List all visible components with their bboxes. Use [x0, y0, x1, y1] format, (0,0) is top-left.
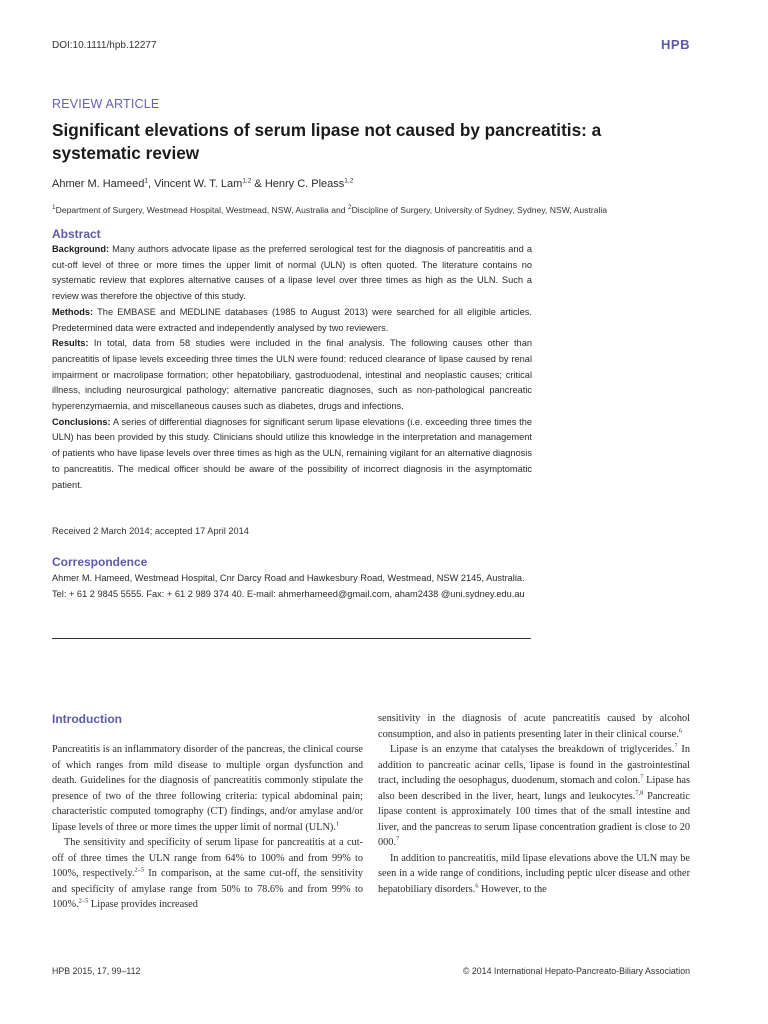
citation-ref: 1 [335, 820, 340, 828]
paragraph-text: Lipase provides increased [88, 899, 198, 911]
author-list [52, 178, 353, 190]
abstract-heading: Abstract [52, 227, 101, 241]
abstract-body [52, 242, 532, 493]
paragraph-text: In addition to pancreatitis, mild lipase elevations above the ULN may be seen in a wide range of conditions, including peptic ulcer disease and other hepatobiliary disorders. [378, 852, 690, 896]
paragraph [52, 835, 363, 913]
abstract-methods [52, 305, 532, 336]
section-label: Conclusions: [52, 416, 111, 427]
paragraph-text: The sensitivity and specificity of serum lipase for pancreatitis at a cut-off of three times the ULN range from 64% to 100% and from 99% to 100%, respectively. [52, 837, 363, 880]
received-dates: Received 2 March 2014; accepted 17 April 2014 [52, 526, 249, 536]
paragraph [378, 851, 690, 898]
body-column-right [378, 711, 690, 898]
article-title: Significant elevations of serum lipase not caused by pancreatitis: a systematic review [52, 120, 602, 163]
section-text: The EMBASE and MEDLINE databases (1985 to August 2013) were searched for all eligible articles. Predetermined data were extracted and independently analysed by two reviewers. [52, 306, 532, 333]
correspondence-heading: Correspondence [52, 555, 148, 569]
author-separator: & [251, 178, 265, 190]
section-text: A series of differential diagnoses for significant serum lipase elevations (i.e. exceeding three times the ULN) has been provided by this study. Clinicians should utilize this knowledge in the interpretation and management of patients who have lipase levels over three times as high as the ULN, remaining vigilant for an alternative diagnosis to pancreatitis. The medical officer should be aware of the possibility of incorrect diagnosis in the asymptomatic patient. [52, 416, 532, 490]
paragraph-text: In comparison, at the same cut-off, the sensitivity and specificity of amylase range from 50% to 78.6% and from 99% to 100%. [52, 868, 363, 911]
abstract-background [52, 242, 532, 305]
paragraph-text: However, to the [478, 884, 547, 896]
section-text: In total, data from 58 studies were included in the final analysis. The following causes other than pancreatitis of lipase levels exceeding three times the ULN were found: reduced clearance of lipase caused by renal impairment or macrolipase formation; other hepatobiliary, gastroduodenal, intestinal and neoplastic causes; critical illness, including neurosurgical pathology; alternative pancreatic diagnoses, such as non-pathological pancreatic hyperenzymaemia, and miscellaneous causes such as diabetes, drugs and infections. [52, 338, 532, 412]
author-name: Ahmer M. Hameed [52, 178, 145, 190]
paragraph-text: Lipase is an enzyme that catalyses the breakdown of triglycerides. [390, 744, 675, 756]
citation-ref: 2–5 [134, 866, 145, 874]
paragraph-text: sensitivity in the diagnosis of acute pancreatitis caused by alcohol consumption, and also in patients presenting later in their clinical course. [378, 713, 690, 740]
section-label: Results: [52, 338, 89, 349]
section-text: Many authors advocate lipase as the preferred serological test for the diagnosis of pancreatitis and a cut-off level of three or more times the upper limit of normal (ULN) is often quoted. The literature contains no systematic review that explores alternative causes of a lipase level over three times as high as the ULN. Such a review was therefore the objective of this study. [52, 244, 532, 302]
citation-ref: 7 [640, 773, 644, 781]
abstract-results [52, 336, 532, 415]
paragraph-text: In addition to pancreatic acinar cells, lipase is found in the gastrointestinal tract, including the oesophagus, duodenum, stomach and colon. [378, 744, 690, 787]
section-divider [52, 638, 531, 639]
author-name: Vincent W. T. Lam [154, 178, 243, 190]
affiliation-text: Department of Surgery, Westmead Hospital, Westmead, NSW, Australia and [55, 205, 348, 215]
footer-copyright: © 2014 International Hepato-Pancreato-Biliary Association [462, 966, 690, 976]
affiliation-mark: 1 [52, 204, 56, 212]
paragraph-text: Lipase has also been described in the liver, heart, lungs and leukocytes. [378, 775, 691, 802]
affiliations [52, 205, 712, 215]
section-label: Methods: [52, 306, 94, 317]
doi-text: DOI:10.1111/hpb.12277 [52, 40, 157, 51]
citation-ref: 7 [674, 742, 678, 750]
citation-ref: 7 [396, 835, 400, 843]
paragraph [378, 711, 690, 742]
paragraph [378, 742, 690, 851]
citation-ref: 7,8 [635, 789, 644, 797]
footer-citation: HPB 2015, 17, 99–112 [52, 966, 141, 976]
author-affiliation-mark: 1,2 [344, 177, 354, 185]
author-name: Henry C. Pleass [264, 178, 345, 190]
paragraph-text: Pancreatic lipase content is approximately 100 times that of the small intestine and liver, and the pancreas to serum lipase concentration gradient is close to 20 000. [378, 790, 690, 849]
author-affiliation-mark: 1,2 [242, 177, 252, 185]
correspondence-text: Ahmer M. Hameed, Westmead Hospital, Cnr Darcy Road and Hawkesbury Road, Westmead, NSW 2145, Australia. Tel: + 61 2 9845 5555. Fax: + 61 2 989 374 40. E-mail: ahmerhameed@gmail.com, aham2438 @uni.sydney.edu.au [52, 573, 525, 599]
author-separator: , [147, 178, 155, 190]
paragraph [52, 742, 363, 835]
journal-logo: HPB [661, 37, 690, 52]
author-affiliation-mark: 1 [144, 177, 148, 185]
citation-ref: 2–5 [78, 898, 89, 906]
article-type-label: REVIEW ARTICLE [52, 97, 160, 111]
introduction-heading: Introduction [52, 712, 122, 726]
affiliation-text: Discipline of Surgery, University of Sydney, Sydney, NSW, Australia [351, 205, 608, 215]
section-label: Background: [52, 244, 110, 254]
citation-ref: 6 [475, 882, 479, 890]
paragraph-text: Pancreatitis is an inflammatory disorder of the pancreas, the clinical course of which ranges from mild disease to multiple organ dysfunction and death. Guidelines for the diagnosis of pancreatitis commonly stipulate the presence of two of the three following criteria: typical abdominal pain; characteristic computed tomography (CT) findings, and/or amylase and/or lipase levels of three or more times the upper limit of normal (ULN). [52, 744, 363, 833]
abstract-conclusions [52, 415, 532, 494]
body-column-left [52, 742, 363, 913]
citation-ref: 6 [678, 727, 683, 735]
affiliation-mark: 2 [347, 204, 352, 212]
